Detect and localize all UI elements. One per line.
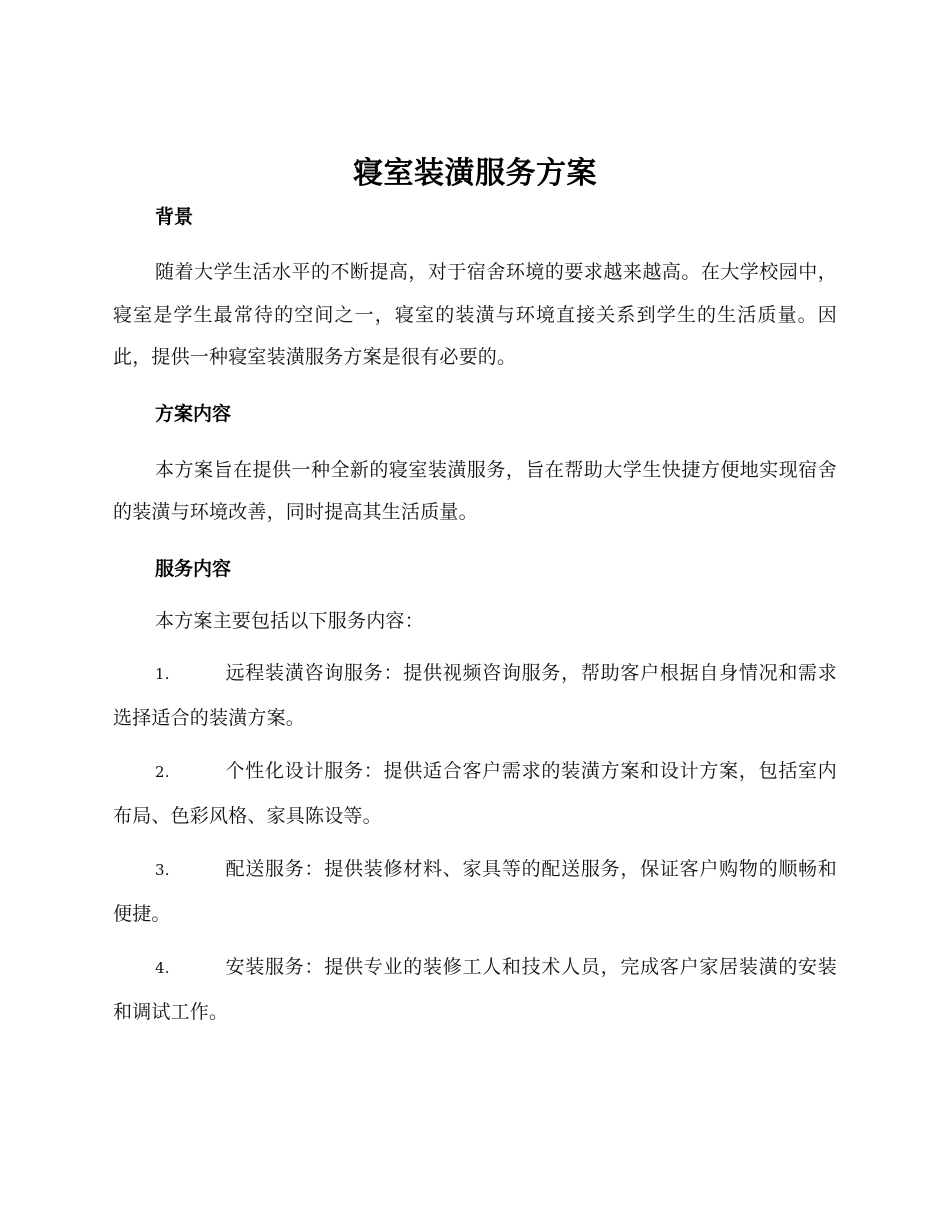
- service-intro-paragraph: 本方案主要包括以下服务内容：: [155, 609, 424, 632]
- list-item-number: 4.: [155, 959, 170, 977]
- plan-content-paragraph: 本方案旨在提供一种全新的寝室装潢服务，旨在帮助大学生快捷方便地实现宿舍的装潢与环境改善，同时提高其生活质量。: [113, 458, 837, 523]
- list-item-number: 3.: [155, 861, 170, 879]
- list-item-text: 远程装潢咨询服务：提供视频咨询服务，帮助客户根据自身情况和需求选择适合的装潢方案。: [113, 662, 837, 729]
- section-heading-background: 背景: [155, 206, 194, 228]
- list-item: [113, 847, 837, 936]
- list-item-text: 配送服务：提供装修材料、家具等的配送服务，保证客户购物的顺畅和便捷。: [113, 858, 837, 925]
- list-item-number: 1.: [155, 665, 170, 683]
- section-heading-service-content: 服务内容: [155, 557, 232, 580]
- list-item-number: 2.: [155, 763, 170, 781]
- list-item-text: 个性化设计服务：提供适合客户需求的装潢方案和设计方案，包括室内布局、色彩风格、家具陈设等。: [113, 760, 837, 827]
- list-item: [113, 651, 837, 740]
- document-title: 寝室装潢服务方案: [353, 156, 597, 191]
- list-item: [113, 945, 837, 1034]
- background-paragraph: 随着大学生活水平的不断提高，对于宿舍环境的要求越来越高。在大学校园中，寝室是学生最常待的空间之一，寝室的装潢与环境直接关系到学生的生活质量。因此，提供一种寝室装潢服务方案是很有必要的。: [113, 261, 837, 368]
- section-heading-plan-content: 方案内容: [155, 402, 232, 425]
- list-item: [113, 749, 837, 838]
- document-body: [113, 152, 837, 1034]
- list-item-text: 安装服务：提供专业的装修工人和技术人员，完成客户家居装潢的安装和调试工作。: [113, 956, 837, 1023]
